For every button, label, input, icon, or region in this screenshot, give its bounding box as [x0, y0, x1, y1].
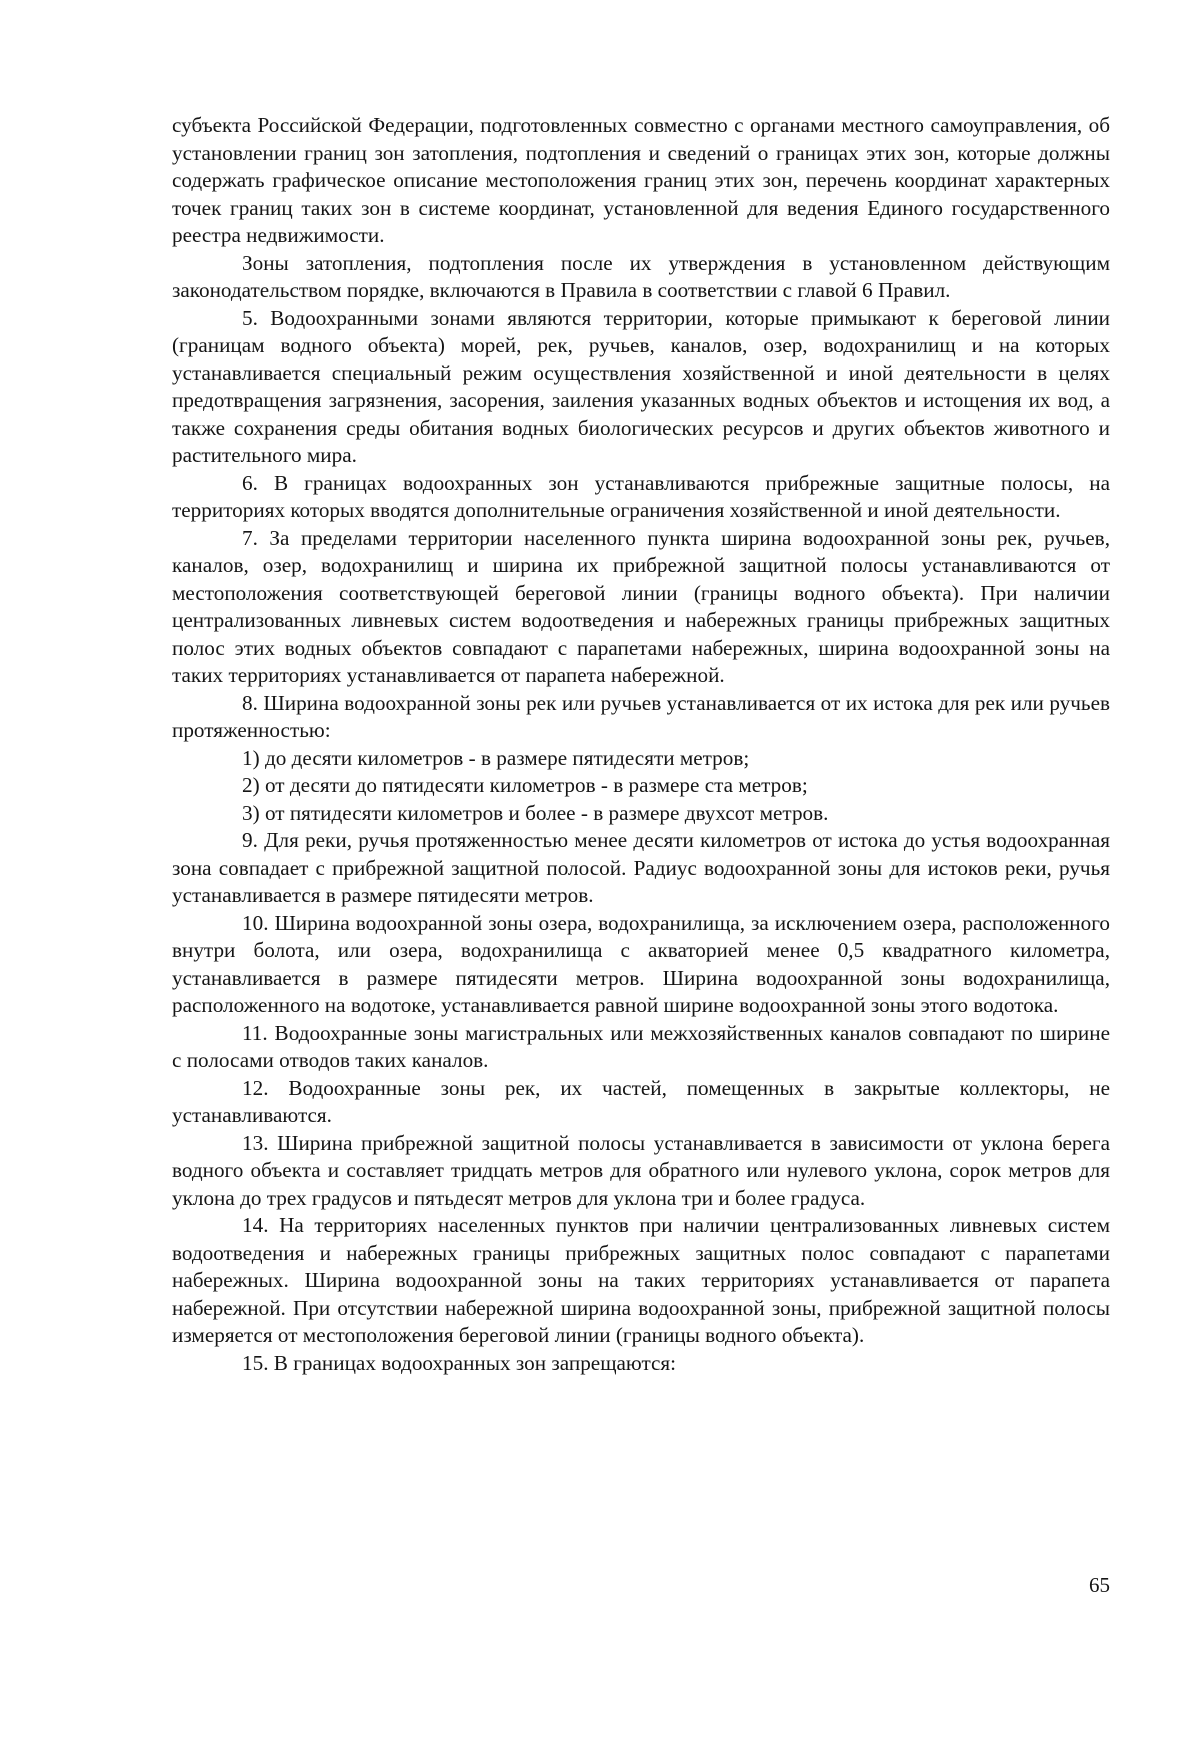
list-item-8-2: 2) от десяти до пятидесяти километров - в размере ста метров; [242, 773, 808, 797]
list-item-8-3: 3) от пятидесяти километров и более - в размере двухсот метров. [242, 800, 829, 825]
paragraph-13: 13. Ширина прибрежной защитной полосы устанавливается в зависимости от уклона берега водного объекта и составляет тридцать метров для обратного или нулевого уклона, сорок метров для уклона до трех градусов и пятьдесят метров для уклона три и более градуса. [172, 1130, 1110, 1210]
paragraph-12: 12. Водоохранные зоны рек, их частей, помещенных в закрытые коллекторы, не устанавливаются. [172, 1075, 1110, 1127]
paragraph-10: 10. Ширина водоохранной зоны озера, водохранилища, за исключением озера, расположенного внутри болота, или озера, водохранилища с акваторией менее 0,5 квадратного километра, устанавливается в размере пятидесяти метров. Ширина водоохранной зоны водохранилища, расположенного на водотоке, устанавливается равной ширине водоохранной зоны этого водотока. [172, 910, 1110, 1017]
paragraph-14: 14. На территориях населенных пунктов при наличии централизованных ливневых систем водоотведения и набережных границы прибрежных защитных полос совпадают с парапетами набережных. Ширина водоохранной зоны на таких территориях устанавливается от парапета набережной. При отсутствии набережной ширина водоохранной зоны, прибрежной защитной полосы измеряется от местоположения береговой линии (границы водного объекта). [172, 1213, 1110, 1347]
document-page [172, 112, 1110, 1377]
paragraph-11: 11. Водоохранные зоны магистральных или межхозяйственных каналов совпадают по ширине с полосами отводов таких каналов. [172, 1020, 1110, 1072]
paragraph-8: 8. Ширина водоохранной зоны рек или ручьев устанавливается от их истока для рек или ручьев протяженностью: [172, 690, 1110, 742]
paragraph-7: 7. За пределами территории населенного пункта ширина водоохранной зоны рек, ручьев, каналов, озер, водохранилищ и ширина их прибрежной защитной полосы устанавливаются от местоположения соответствующей береговой линии (границы водного объекта). При наличии централизованных ливневых систем водоотведения и набережных границы прибрежных защитных полос этих водных объектов совпадают с парапетами набережных, ширина водоохранной зоны на таких территориях устанавливается от парапета набережной. [172, 525, 1110, 687]
paragraph-9: 9. Для реки, ручья протяженностью менее десяти километров от истока до устья водоохранная зона совпадает с прибрежной защитной полосой. Радиус водоохранной зоны для истоков реки, ручья устанавливается в размере пятидесяти метров. [172, 828, 1110, 907]
page-number: 65 [1089, 1573, 1110, 1597]
paragraph-6: 6. В границах водоохранных зон устанавливаются прибрежные защитные полосы, на территориях которых вводятся дополнительные ограничения хозяйственной и иной деятельности. [172, 470, 1110, 522]
paragraph-5: 5. Водоохранными зонами являются территории, которые примыкают к береговой линии (границам водного объекта) морей, рек, ручьев, каналов, озер, водохранилищ и на которых устанавливается специальный режим осуществления хозяйственной и иной деятельности в целях предотвращения загрязнения, засорения, заиления указанных водных объектов и истощения их вод, а также сохранения среды обитания водных биологических ресурсов и других объектов животного и растительного мира. [172, 305, 1110, 467]
paragraph-continuation: субъекта Российской Федерации, подготовленных совместно с органами местного самоуправления, об установлении границ зон затопления, подтопления и сведений о границах этих зон, которые должны содержать графическое описание местоположения границ этих зон, перечень координат характерных точек границ таких зон в системе координат, установленной для ведения Единого государственного реестра недвижимости. [172, 113, 1110, 247]
list-item-8-1: 1) до десяти километров - в размере пятидесяти метров; [242, 745, 750, 770]
paragraph-15: 15. В границах водоохранных зон запрещаются: [242, 1350, 677, 1375]
paragraph-flood-zones: Зоны затопления, подтопления после их утверждения в установленном действующим законодательством порядке, включаются в Правила в соответствии с главой 6 Правил. [172, 250, 1110, 302]
